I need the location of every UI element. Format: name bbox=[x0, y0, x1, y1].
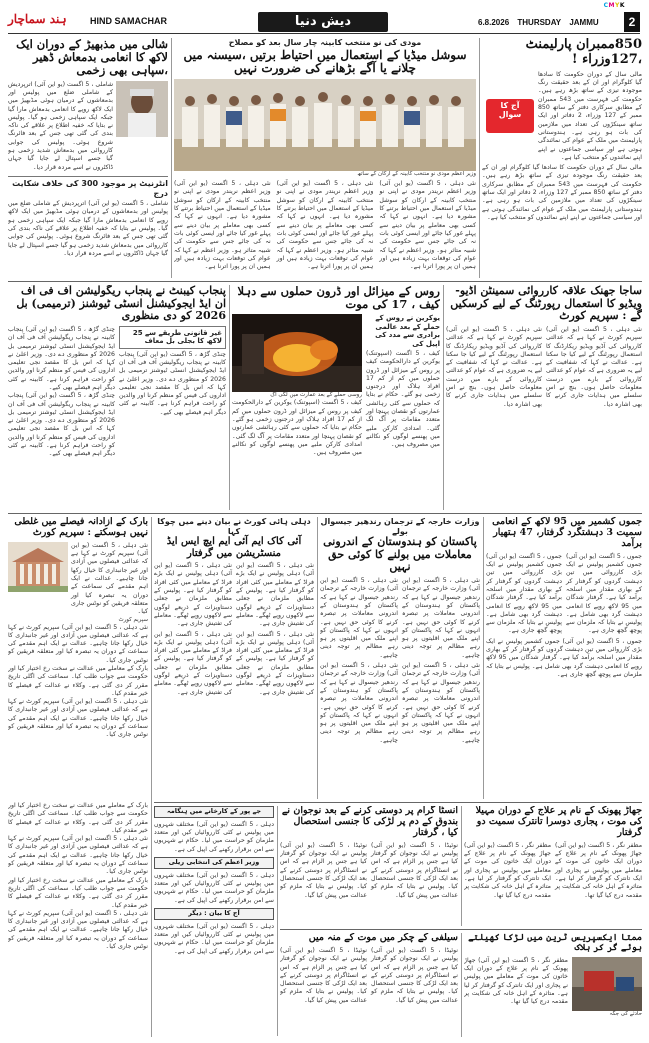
headline: جھاڑ پھونک کے نام پر علاج کے دوران مہیلا کی موت ، پجاری دوسرا تانترک سمیت دو گرفتار bbox=[475, 806, 642, 838]
brief-box-1: جے پور کے کارخانے میں ہنگامہ bbox=[154, 806, 274, 818]
article-body-col4: نئی دہلی ، 5 اگست (یو این آئی) دہلی پولیس نے ایک بڑے فراڈ کے معاملے میں کئی افراد کو گرفتار کیا ہے۔ پولیس کے مطابق ملزمان نے جعلی دستاویزات کے ذریعے لوگوں سے لاکھوں روپے ٹھگے۔ معاملے کی تفتیش جاری ہے۔ bbox=[236, 630, 314, 696]
article-850-mps bbox=[482, 38, 642, 278]
headline: ساجا جھنک علاقہ کارروائی سمینٹن آڈیو- ویڈیو کا استعمال رپورٹنگ کے لیے کرسکیں گے : سپریم کورٹ bbox=[450, 285, 642, 323]
section-rule bbox=[154, 802, 642, 803]
article-body-col1: جموں ، 5 اگست (یو این آئی) جموں کشمیر پولیس نے ایک بڑی کارروائی میں تین دہشت گردوں کو گرفتار کر کے بھاری مقدار میں اسلحہ برآمد کیا ہے۔ گرفتار شدگان میں 95 لاکھ روپے کا انعامی دہشت گرد بھی شامل ہے۔ پولیس نے بتایا کہ ملزمان سے پوچھ گچھ جاری ہے۔ bbox=[486, 552, 563, 635]
brand-logo: ہند سماچار bbox=[8, 12, 67, 26]
article-body-3: بارک کے معاملے میں عدالت نے سخت رخ اختیار کیا اور حکومت سے جواب طلب کیا۔ سماعت کی اگلی تاریخ مقرر کر دی گئی ہے۔ وکلاء نے عدالت کے فیصلے کا خیر مقدم کیا۔ bbox=[8, 665, 148, 697]
article-body-col1: چنڈی گڑھ ، 5 اگست (یو این آئی) پنجاب کابینہ نے پنجاب ریگولیشن آف فی آف ان ایڈ ایجوکیشنل انسٹی ٹیوشنز ترمیمی بل 2026 کو منظوری دے دی۔ وزیر اعلیٰ نے کہا کہ اس بل کا مقصد نجی تعلیمی اداروں کی فیس کو منظم کرنا اور والدین کو راحت فراہم کرنا ہے۔ کابینہ نے کئی دیگر اہم فیصلے بھی کیے۔ bbox=[8, 325, 115, 391]
article-body-col2: نئی دہلی ، 5 اگست (یو این آئی) وزیر اعظم نریندر مودی نے اپنی نو منتخب کابینہ کے ارکان کو سوشل میڈیا کے استعمال میں احتیاط برتنے کا مشورہ دیا ہے۔ انہوں نے کہا کہ کسی بھی معاملے پر بیان دینے سے پہلے غور کیا جائے اور ایسی کوئی بات نہ کی جائے جس سے حکومت کی شبیہ متاثر ہو۔ وزیر اعظم نے کہا کہ عوام کی توقعات بہت زیادہ ہیں اور ہمیں ان پر پورا اترنا ہے۔ bbox=[276, 180, 374, 271]
cmyk-mark: CMYK bbox=[603, 2, 625, 9]
article-brief-boxes bbox=[154, 806, 274, 1036]
column-rule bbox=[171, 38, 172, 278]
column-rule bbox=[443, 285, 444, 510]
article-body-col3: بارک کے معاملے میں عدالت نے سخت رخ اختیار کیا اور حکومت سے جواب طلب کیا۔ سماعت کی اگلی تاریخ مقرر کر دی گئی ہے۔ وکلاء نے عدالت کے فیصلے کا خیر مقدم کیا۔ bbox=[8, 876, 148, 909]
article-body-col2: کیف ، 5 اگست (اسپوتنک) یوکرین کے دارالحکومت کیف پر روس کے میزائل اور ڈرون حملوں میں کم از کم 17 افراد ہلاک اور درجنوں زخمی ہو گئے۔ حکام نے بتایا کہ حملوں سے کئی رہائشی عمارتوں کو نقصان پہنچا اور متعدد مقامات پر آگ لگ گئی۔ امدادی کارکن ملبے میں پھنسے لوگوں کو نکالنے میں مصروف ہیں۔ bbox=[366, 350, 440, 449]
headline: آئی کاک ایم آئی ایم ایچ ایس ایڈ منسٹریشن میں گرفتار bbox=[166, 536, 302, 559]
article-body-col2: چنڈی گڑھ ، 5 اگست (یو این آئی) پنجاب کابینہ نے پنجاب ریگولیشن آف فی آف ان ایڈ ایجوکیشنل انسٹی ٹیوشنز ترمیمی بل 2026 کو منظوری دے دی۔ وزیر اعلیٰ نے کہا کہ اس بل کا مقصد نجی تعلیمی اداروں کی فیس کو منظم کرنا اور والدین کو راحت فراہم کرنا ہے۔ کابینہ نے کئی دیگر اہم فیصلے بھی کیے۔ bbox=[119, 350, 226, 416]
question-badge: آج کا سوال bbox=[486, 99, 534, 133]
column-rule bbox=[483, 517, 484, 799]
headline: سیلفی کے چکر میں موت کے منہ میں bbox=[308, 933, 458, 943]
headline: پاکستان کو ہندوستان کے اندرونی معاملات میں بولنے کا کوئی حق نہیں bbox=[323, 535, 477, 574]
headline: روس کے میزائل اور ڈرون حملوں سے دہلا کیف ، 17 کی موت bbox=[237, 285, 440, 312]
article-body-col1: کیف ، 5 اگست (اسپوتنک) یوکرین کے دارالحکومت کیف پر روس کے میزائل اور ڈرون حملوں میں کم از کم 17 افراد ہلاک اور درجنوں زخمی ہو گئے۔ حکام نے بتایا کہ حملوں سے کئی رہائشی عمارتوں کو نقصان پہنچا اور متعدد مقامات پر آگ لگ گئی۔ امدادی کارکن ملبے میں پھنسے لوگوں کو نکالنے میں مصروف ہیں۔ bbox=[232, 399, 362, 457]
headline: جموں کشمیر میں 95 لاکھ کے انعامی سمیت 3 دہشتگرد گرفتار، 47 ہتھیار برآمد bbox=[492, 517, 642, 549]
side-kicker: یوکرین نے روس کے حملے کے بعد عالمی برادری سے مدد کی اپیل کی bbox=[375, 314, 440, 348]
photo-caption: حادثے کی جگہ bbox=[609, 1010, 642, 1017]
brief-body-2: دہلی ، 5 اگست (یو این آئی) مختلف شہروں میں پولیس نے کئی کارروائیاں کیں اور متعدد ملزمان کو حراست میں لیا۔ حکام نے شہریوں سے امن برقرار رکھنے کی اپیل کی ہے۔ bbox=[154, 871, 274, 904]
brief-body-1: دہلی ، 5 اگست (یو این آئی) مختلف شہروں میں پولیس نے کئی کارروائیاں کیں اور متعدد ملزمان کو حراست میں لیا۔ حکام نے شہریوں سے امن برقرار رکھنے کی اپیل کی ہے۔ bbox=[154, 820, 274, 853]
page-number: 2 bbox=[624, 12, 640, 32]
train-photo bbox=[572, 957, 642, 1011]
subhead-box: غیر قانونی طریقے سے 25 لاکھ کا بجلی بل معاف bbox=[119, 326, 226, 349]
photo-caption: سپریم کورٹ bbox=[118, 616, 148, 623]
headline: انسٹا گرام پر دوستی کرنے کے بعد نوجوان نے بندوق کے دم پر لڑکی کا جنسی استحصال کیا ، گرفتار bbox=[281, 806, 458, 838]
photo-caption: روسی حملے کے بعد عمارت میں لگی آگ bbox=[270, 392, 362, 399]
article-supreme-court-av bbox=[446, 285, 642, 510]
kicker: مودی کی نو منتخب کابینہ چار سال بعد کو مصلاح bbox=[228, 38, 422, 47]
headline: پنجاب کیبنٹ نے پنجاب ریگولیشن آف فی آف ان ایڈ ایجوکیشنل انسٹی ٹیوشنز (ترمیمی) بل 2026 کو دی منظوری bbox=[16, 285, 226, 323]
column-rule bbox=[461, 933, 462, 1037]
article-body-col1: نئی دہلی ، 5 اگست (یو این آئی) دہلی پولیس نے ایک بڑے فراڈ کے معاملے میں کئی افراد کو گرفتار کیا ہے۔ پولیس کے مطابق ملزمان نے جعلی دستاویزات کے ذریعے لوگوں سے لاکھوں روپے ٹھگے۔ معاملے کی تفتیش جاری ہے۔ bbox=[154, 562, 232, 628]
article-body-col4: نئی دہلی ، 5 اگست (یو این آئی) وزارت خارجہ کے ترجمان رندھیر جیسوال نے کہا ہے کہ پاکستان کو ہندوستان کے اندرونی معاملات پر تبصرہ کرنے کا کوئی حق نہیں ہے۔ انہوں نے کہا کہ پاکستان کو اپنے ملک میں اقلیتوں پر ہو رہے مظالم پر توجہ دینی چاہیے۔ bbox=[402, 662, 480, 744]
column-rule bbox=[277, 806, 278, 1036]
article-body-4: نئی دہلی ، 5 اگست (یو این آئی) سپریم کورٹ نے کہا ہے کہ عدالتی فیصلوں میں آزادی اور غیر جانبداری کا خیال رکھا جانا چاہیے۔ عدالت نے ایک اہم مقدمے کی سماعت کے دوران یہ تبصرہ کیا اور متعلقہ فریقین کو نوٹس جاری کیا۔ bbox=[8, 698, 148, 739]
headline: شالی میں مذبھیڑ کے دوران ایک لاکھ کا انعامی بدمعاش ڈھیر ،سپاہی بھی زخمی bbox=[16, 38, 168, 78]
dateline bbox=[478, 18, 605, 27]
article-exorcism-death bbox=[464, 806, 642, 926]
article-instagram bbox=[280, 806, 458, 926]
brand-english: HIND SAMACHAR bbox=[90, 16, 167, 26]
fire-photo bbox=[232, 314, 362, 392]
article-body-col1b: چنڈی گڑھ ، 5 اگست (یو این آئی) پنجاب کابینہ نے پنجاب ریگولیشن آف فی آف ان ایڈ ایجوکیشنل انسٹی ٹیوشنز ترمیمی بل 2026 کو منظوری دے دی۔ وزیر اعلیٰ نے کہا کہ اس بل کا مقصد نجی تعلیمی اداروں کی فیس کو منظم کرنا اور والدین کو راحت فراہم کرنا ہے۔ کابینہ نے کئی دیگر اہم فیصلے بھی کیے۔ bbox=[8, 392, 115, 458]
article-body-col3: نئی دہلی ، 5 اگست (یو این آئی) وزارت خارجہ کے ترجمان رندھیر جیسوال نے کہا ہے کہ پاکستان کو ہندوستان کے اندرونی معاملات پر تبصرہ کرنے کا کوئی حق نہیں ہے۔ انہوں نے کہا کہ پاکستان کو اپنے ملک میں اقلیتوں پر ہو رہے مظالم پر توجہ دینی چاہیے۔ bbox=[320, 662, 398, 744]
kicker: دہلی ہائی کورٹ نے بیان دینے میں چوکا کہا bbox=[157, 517, 311, 536]
article-supreme-court bbox=[8, 517, 148, 799]
cabinet-photo bbox=[174, 79, 476, 171]
article-body-col2: مظفر نگر ، 5 اگست (یو این آئی) جھاڑ پھونک کے نام پر علاج کے دوران ایک خاتون کی موت کے معاملے میں پولیس نے پجاری اور ایک تانترک کو گرفتار کر لیا ہے۔ متاثرہ کے اہل خانہ کی شکایت پر مقدمہ درج کیا گیا تھا۔ bbox=[555, 841, 642, 899]
date: 6.8.2026 bbox=[478, 18, 510, 27]
article-body-col2: نوئیڈا ، 5 اگست (یو این آئی) پولیس نے ایک نوجوان کو گرفتار کیا ہے جس پر الزام ہے کہ اس نے انسٹاگرام پر دوستی کرنے کے بعد ایک لڑکی کا جنسی استحصال کیا۔ پولیس نے بتایا کہ ملزم کو عدالت میں پیش کیا گیا۔ bbox=[371, 946, 458, 1004]
article-body-col2: نوئیڈا ، 5 اگست (یو این آئی) پولیس نے ایک نوجوان کو گرفتار کیا ہے جس پر الزام ہے کہ اس نے انسٹاگرام پر دوستی کرنے کے بعد ایک لڑکی کا جنسی استحصال کیا۔ پولیس نے بتایا کہ ملزم کو عدالت میں پیش کیا گیا۔ bbox=[371, 841, 458, 899]
article-body: مالی سال کے دوران حکومت کا سادھا گیا کلوگرام اور ان کے بعد حقیقت رنگ موجودہ تیزی کے ساتھ بڑھ رہے ہیں۔ حکومت کی فہرست میں 543 ممبران کے مطابق سرکاری دفتر کے ساتھ 850 ممبر کے 127 وزراء، 2 دفاتر اور ایک ساتھ سینکڑوں کی تعداد میں ملازمین کی بات ہو رہی ہے۔ ہندوستانی پارلیمنٹ میں ملک کے عوام کی نمائندگی ہوتی ہے اور سیاسی جماعتوں نے اپنے اپنے نمائندوں کو منتخب کیا ہے۔ bbox=[538, 70, 642, 161]
article-body-2: نئی دہلی ، 5 اگست (یو این آئی) سپریم کورٹ نے کہا ہے کہ عدالتی فیصلوں میں آزادی اور غیر جانبداری کا خیال رکھا جانا چاہیے۔ عدالت نے ایک اہم مقدمے کی سماعت کے دوران یہ تبصرہ کیا اور متعلقہ فریقین کو نوٹس جاری کیا۔ bbox=[8, 623, 148, 664]
masthead bbox=[8, 12, 640, 34]
headline: بارک کے آزادانہ فیصلے میں غلطی نہیں ہوسکتے : سپریم کورٹ bbox=[14, 517, 148, 538]
brief-box-3: آج کا بیان : دیگر bbox=[154, 908, 274, 920]
article-body-col1: نئی دہلی ، 5 اگست (یو این آئی) وزیر اعظم نریندر مودی نے اپنی نو منتخب کابینہ کے ارکان کو سوشل میڈیا کے استعمال میں احتیاط برتنے کا مشورہ دیا ہے۔ انہوں نے کہا کہ کسی بھی معاملے پر بیان دینے سے پہلے غور کیا جائے اور ایسی کوئی بات نہ کی جائے جس سے حکومت کی شبیہ متاثر ہو۔ وزیر اعظم نے کہا کہ عوام کی توقعات بہت زیادہ ہیں اور ہمیں ان پر پورا اترنا ہے۔ bbox=[174, 180, 271, 271]
article-body-col3: نئی دہلی ، 5 اگست (یو این آئی) دہلی پولیس نے ایک بڑے فراڈ کے معاملے میں کئی افراد کو گرفتار کیا ہے۔ پولیس کے مطابق ملزمان نے جعلی دستاویزات کے ذریعے لوگوں سے لاکھوں روپے ٹھگے۔ معاملے کی تفتیش جاری ہے۔ bbox=[154, 630, 232, 696]
article-train-accident bbox=[464, 933, 642, 1037]
article-body-col2: نئی دہلی ، 5 اگست (یو این آئی) سپریم کورٹ نے کہا ہے کہ عدالتی فیصلوں میں آزادی اور غیر جانبداری کا خیال رکھا جانا چاہیے۔ عدالت نے ایک اہم مقدمے کی سماعت کے دوران یہ تبصرہ کیا اور متعلقہ فریقین کو نوٹس جاری کیا۔ bbox=[8, 835, 148, 876]
article-body: شاملی ، 5 اگست (یو این آئی) اترپردیش کے شاملی ضلع میں پولیس اور بدمعاشوں کے درمیان ہوئی مڈبھیڑ میں ایک لاکھ روپے کا انعامی بدمعاش مارا گیا جبکہ ایک سپاہی زخمی ہو گیا۔ پولیس نے بتایا کہ خفیہ اطلاع پر علاقے کی ناکہ بندی کی گئی تھی جس کے بعد فائرنگ شروع ہوئی۔ پولیس کی جوابی کارروائی میں بدمعاش شدید زخمی ہو گیا جسے اسپتال لے جایا گیا جہاں ڈاکٹروں نے اسے مردہ قرار دیا۔ bbox=[8, 80, 113, 171]
article-mea-pakistan bbox=[320, 517, 480, 799]
column-rule bbox=[317, 517, 318, 799]
article-body-3: جموں ، 5 اگست (یو این آئی) جموں کشمیر پولیس نے ایک بڑی کارروائی میں تین دہشت گردوں کو گرفتار کر کے بھاری مقدار میں اسلحہ برآمد کیا ہے۔ گرفتار شدگان میں 95 لاکھ روپے کا انعامی دہشت گرد بھی شامل ہے۔ پولیس نے بتایا کہ ملزمان سے پوچھ گچھ جاری ہے۔ bbox=[486, 637, 642, 678]
article-body-col3: نئی دہلی ، 5 اگست (یو این آئی) وزیر اعظم نریندر مودی نے اپنی نو منتخب کابینہ کے ارکان کو سوشل میڈیا کے استعمال میں احتیاط برتنے کا مشورہ دیا ہے۔ انہوں نے کہا کہ کسی بھی معاملے پر بیان دینے سے پہلے غور کیا جائے اور ایسی کوئی بات نہ کی جائے جس سے حکومت کی شبیہ متاثر ہو۔ وزیر اعظم نے کہا کہ عوام کی توقعات بہت زیادہ ہیں اور ہمیں ان پر پورا اترنا ہے۔ bbox=[379, 180, 476, 271]
article-body-col1: بارک کے معاملے میں عدالت نے سخت رخ اختیار کیا اور حکومت سے جواب طلب کیا۔ سماعت کی اگلی تاریخ مقرر کر دی گئی ہے۔ وکلاء نے عدالت کے فیصلے کا خیر مقدم کیا۔ bbox=[8, 802, 148, 834]
photo-caption: وزیر اعظم مودی نو منتخب کابینہ کے ارکان کے ساتھ bbox=[357, 171, 476, 178]
subhead: انٹرنیٹ پر موجود 300 کی خلاف شکایت درج bbox=[8, 176, 168, 198]
section-rule bbox=[280, 929, 642, 930]
section-rule bbox=[8, 281, 642, 282]
section-title: دیش دنیا bbox=[258, 12, 388, 32]
article-punjab-cabinet bbox=[8, 285, 226, 510]
article-body-col1: نئی دہلی ، 5 اگست (یو این آئی) سپریم کورٹ نے کہا ہے کہ عدالتی کارروائی کی آڈیو ویڈیو ریکارڈنگ کا استعمال رپورٹنگ کے لیے کیا جا سکتا ہے۔ عدالت نے کہا کہ شفافیت کے لیے یہ ضروری ہے کہ عوام کو عدالتی کارروائی کے بارے میں درست معلومات حاصل ہوں۔ بنچ نے اس سلسلے میں ہدایات جاری کرنے کا بھی اشارہ دیا۔ bbox=[446, 325, 543, 408]
article-body-col1: نوئیڈا ، 5 اگست (یو این آئی) پولیس نے ایک نوجوان کو گرفتار کیا ہے جس پر الزام ہے کہ اس نے انسٹاگرام پر دوستی کرنے کے بعد ایک لڑکی کا جنسی استحصال کیا۔ پولیس نے بتایا کہ ملزم کو عدالت میں پیش کیا گیا۔ bbox=[280, 946, 367, 1004]
article-body-col1: نئی دہلی ، 5 اگست (یو این آئی) وزارت خارجہ کے ترجمان رندھیر جیسوال نے کہا ہے کہ پاکستان کو ہندوستان کے اندرونی معاملات پر تبصرہ کرنے کا کوئی حق نہیں ہے۔ انہوں نے کہا کہ پاکستان کو اپنے ملک میں اقلیتوں پر ہو رہے مظالم پر توجہ دینی چاہیے۔ bbox=[320, 577, 398, 659]
article-modi-cabinet bbox=[174, 38, 476, 278]
section-rule bbox=[8, 513, 642, 514]
article-jk-terror bbox=[486, 517, 642, 799]
article-body-col1: مظفر نگر ، 5 اگست (یو این آئی) جھاڑ پھونک کے نام پر علاج کے دوران ایک خاتون کی موت کے معاملے میں پولیس نے پجاری اور ایک تانترک کو گرفتار کر لیا ہے۔ متاثرہ کے اہل خانہ کی شکایت پر مقدمہ درج کیا گیا تھا۔ bbox=[464, 841, 552, 899]
court-photo bbox=[8, 542, 68, 592]
city: JAMMU bbox=[569, 18, 599, 27]
article-body-col2: نئی دہلی ، 5 اگست (یو این آئی) وزارت خارجہ کے ترجمان رندھیر جیسوال نے کہا ہے کہ پاکستان کو ہندوستان کے اندرونی معاملات پر تبصرہ کرنے کا کوئی حق نہیں ہے۔ انہوں نے کہا کہ پاکستان کو اپنے ملک میں اقلیتوں پر ہو رہے مظالم پر توجہ دینی چاہیے۔ bbox=[402, 577, 480, 659]
headline: سوشل میڈیا کے استعمال میں احتیاط برتیں ،سیسنہ میں چلانے یا آگے بڑھانے کی ضرورت نہیں bbox=[183, 47, 467, 76]
article-body-2: مالی سال کے دوران حکومت کا سادھا گیا کلوگرام اور ان کے بعد حقیقت رنگ موجودہ تیزی کے ساتھ بڑھ رہے ہیں۔ حکومت کی فہرست میں 543 ممبران کے مطابق سرکاری دفتر کے ساتھ 850 ممبر کے 127 وزراء، 2 دفاتر اور ایک ساتھ سینکڑوں کی تعداد میں ملازمین کی بات ہو رہی ہے۔ ہندوستانی پارلیمنٹ میں ملک کے عوام کی نمائندگی ہوتی ہے اور سیاسی جماعتوں نے اپنے اپنے نمائندوں کو منتخب کیا ہے۔ bbox=[482, 164, 642, 221]
kicker: وزارت خارجہ کے ترجمان رندھیر جیسوال بولے bbox=[320, 517, 480, 536]
column-rule bbox=[479, 38, 480, 278]
article-selfie-death bbox=[280, 933, 458, 1037]
article-body-col1: نوئیڈا ، 5 اگست (یو این آئی) پولیس نے ایک نوجوان کو گرفتار کیا ہے جس پر الزام ہے کہ اس نے انسٹاگرام پر دوستی کرنے کے بعد ایک لڑکی کا جنسی استحصال کیا۔ پولیس نے بتایا کہ ملزم کو عدالت میں پیش کیا گیا۔ bbox=[280, 841, 367, 899]
headline: 850ممبران پارلیمنٹ ،127وزراء ! bbox=[525, 38, 642, 67]
article-body-col2: نئی دہلی ، 5 اگست (یو این آئی) سپریم کورٹ نے کہا ہے کہ عدالتی کارروائی کی آڈیو ویڈیو ریکارڈنگ کا استعمال رپورٹنگ کے لیے کیا جا سکتا ہے۔ عدالت نے کہا کہ شفافیت کے لیے یہ ضروری ہے کہ عوام کو عدالتی کارروائی کے بارے میں درست معلومات حاصل ہوں۔ بنچ نے اس سلسلے میں ہدایات جاری کرنے کا بھی اشارہ دیا۔ bbox=[546, 325, 642, 408]
day: THURSDAY bbox=[517, 18, 562, 27]
article-kyiv-strike bbox=[232, 285, 440, 510]
article-court-continued bbox=[8, 802, 148, 1037]
brief-body-3: دہلی ، 5 اگست (یو این آئی) مختلف شہروں میں پولیس نے کئی کارروائیاں کیں اور متعدد ملزمان کو حراست میں لیا۔ حکام نے شہریوں سے امن برقرار رکھنے کی اپیل کی ہے۔ bbox=[154, 922, 274, 955]
article-body-col2: نئی دہلی ، 5 اگست (یو این آئی) دہلی پولیس نے ایک بڑے فراڈ کے معاملے میں کئی افراد کو گرفتار کیا ہے۔ پولیس کے مطابق ملزمان نے جعلی دستاویزات کے ذریعے لوگوں سے لاکھوں روپے ٹھگے۔ معاملے کی تفتیش جاری ہے۔ bbox=[236, 562, 314, 628]
article-body-col2: جموں ، 5 اگست (یو این آئی) جموں کشمیر پولیس نے ایک بڑی کارروائی میں تین دہشت گردوں کو گرفتار کر کے بھاری مقدار میں اسلحہ برآمد کیا ہے۔ گرفتار شدگان میں 95 لاکھ روپے کا انعامی دہشت گرد بھی شامل ہے۔ پولیس نے بتایا کہ ملزمان سے پوچھ گچھ جاری ہے۔ bbox=[566, 552, 642, 635]
article-body-col1: مظفر نگر ، 5 اگست (یو این آئی) جھاڑ پھونک کے نام پر علاج کے دوران ایک خاتون کی موت کے معاملے میں پولیس نے پجاری اور ایک تانترک کو گرفتار کر لیا ہے۔ متاثرہ کے اہل خانہ کی شکایت پر مقدمہ درج کیا گیا تھا۔ bbox=[464, 956, 568, 1006]
column-rule bbox=[229, 285, 230, 510]
column-rule bbox=[461, 806, 462, 926]
article-body: نئی دہلی ، 5 اگست (یو این آئی) سپریم کورٹ نے کہا ہے کہ عدالتی فیصلوں میں آزادی اور غیر جانبداری کا خیال رکھا جانا چاہیے۔ عدالت نے ایک اہم مقدمے کی سماعت کے دوران یہ تبصرہ کیا اور متعلقہ فریقین کو نوٹس جاری کیا۔ bbox=[71, 541, 148, 616]
headline: ممتا ایکسپریس ٹرین میں لڑکا کھیلتے ہوئے گر کر ہلاک bbox=[468, 933, 642, 954]
portrait-photo bbox=[116, 81, 168, 137]
brief-box-2: وزیر اعظم کی انتخابی ریلی bbox=[154, 857, 274, 869]
article-shamli bbox=[8, 38, 168, 278]
article-body-2: شاملی ، 5 اگست (یو این آئی) اترپردیش کے شاملی ضلع میں پولیس اور بدمعاشوں کے درمیان ہوئی مڈبھیڑ میں ایک لاکھ روپے کا انعامی بدمعاش مارا گیا جبکہ ایک سپاہی زخمی ہو گیا۔ پولیس نے بتایا کہ خفیہ اطلاع پر علاقے کی ناکہ بندی کی گئی تھی جس کے بعد فائرنگ شروع ہوئی۔ پولیس کی جوابی کارروائی میں بدمعاش شدید زخمی ہو گیا جسے اسپتال لے جایا گیا جہاں ڈاکٹروں نے اسے مردہ قرار دیا۔ bbox=[8, 200, 168, 257]
article-body-col4: نئی دہلی ، 5 اگست (یو این آئی) سپریم کورٹ نے کہا ہے کہ عدالتی فیصلوں میں آزادی اور غیر جانبداری کا خیال رکھا جانا چاہیے۔ عدالت نے ایک اہم مقدمے کی سماعت کے دوران یہ تبصرہ کیا اور متعلقہ فریقین کو نوٹس جاری کیا۔ bbox=[8, 909, 148, 951]
article-delhi-arrests bbox=[154, 517, 314, 799]
column-rule bbox=[151, 517, 152, 1037]
